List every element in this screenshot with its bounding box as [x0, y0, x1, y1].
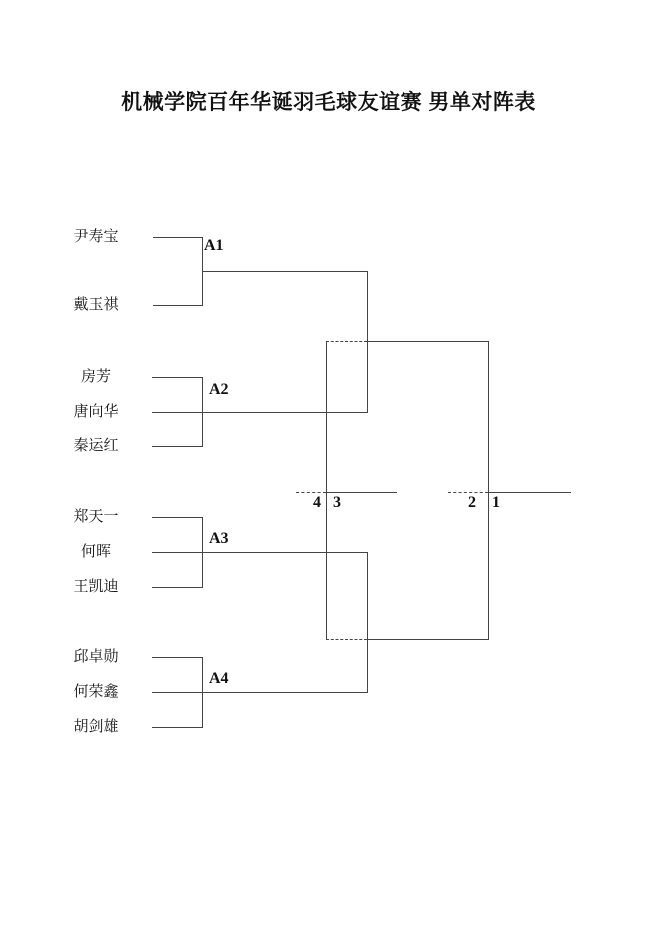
bracket-line-horizontal — [152, 552, 368, 553]
player-name: 唐向华 — [73, 404, 119, 420]
match-label: A1 — [204, 237, 224, 254]
bracket-line-horizontal — [153, 237, 203, 238]
player-name: 秦运红 — [73, 438, 119, 454]
place-number: 2 — [468, 494, 476, 511]
bracket-line-vertical — [202, 237, 203, 306]
bracket-line-vertical — [202, 517, 203, 588]
player-name: 郑天一 — [73, 509, 119, 525]
bracket-line-dashed — [326, 341, 367, 342]
bracket-line-horizontal — [152, 517, 203, 518]
bracket-line-horizontal — [152, 692, 368, 693]
bracket-line-vertical — [367, 552, 368, 693]
bracket-line-horizontal — [153, 305, 203, 306]
bracket-line-dashed — [326, 639, 367, 640]
bracket-line-vertical — [367, 271, 368, 413]
player-name: 胡剑雄 — [73, 719, 119, 735]
bracket-line-vertical — [488, 341, 489, 640]
bracket-line-vertical — [202, 377, 203, 447]
player-name: 房芳 — [80, 369, 111, 385]
player-name: 邱卓勋 — [73, 649, 119, 665]
bracket-line-horizontal — [152, 412, 368, 413]
bracket-line-horizontal — [152, 587, 203, 588]
bracket-line-vertical — [202, 657, 203, 728]
player-name: 戴玉祺 — [73, 297, 119, 313]
bracket-line-horizontal — [367, 639, 489, 640]
place-number: 3 — [333, 494, 341, 511]
place-number: 1 — [492, 494, 500, 511]
bracket-line-horizontal — [152, 727, 203, 728]
bracket-line-horizontal — [326, 492, 397, 493]
match-label: A2 — [209, 381, 229, 398]
bracket-line-vertical — [326, 341, 327, 640]
bracket-line-horizontal — [152, 657, 203, 658]
player-name: 何晖 — [80, 544, 111, 560]
player-name: 何荣鑫 — [73, 684, 119, 700]
match-label: A3 — [209, 530, 229, 547]
bracket-line-dashed — [448, 492, 488, 493]
bracket-line-horizontal — [488, 492, 571, 493]
bracket-line-horizontal — [202, 271, 368, 272]
place-number: 4 — [313, 494, 321, 511]
bracket-line-horizontal — [152, 377, 203, 378]
bracket-line-horizontal — [367, 341, 489, 342]
match-label: A4 — [209, 670, 229, 687]
page-title: 机械学院百年华诞羽毛球友谊赛 男单对阵表 — [121, 91, 536, 114]
player-name: 王凯迪 — [73, 579, 119, 595]
bracket-line-horizontal — [152, 446, 203, 447]
bracket-line-dashed — [296, 492, 326, 493]
player-name: 尹寿宝 — [73, 229, 119, 245]
